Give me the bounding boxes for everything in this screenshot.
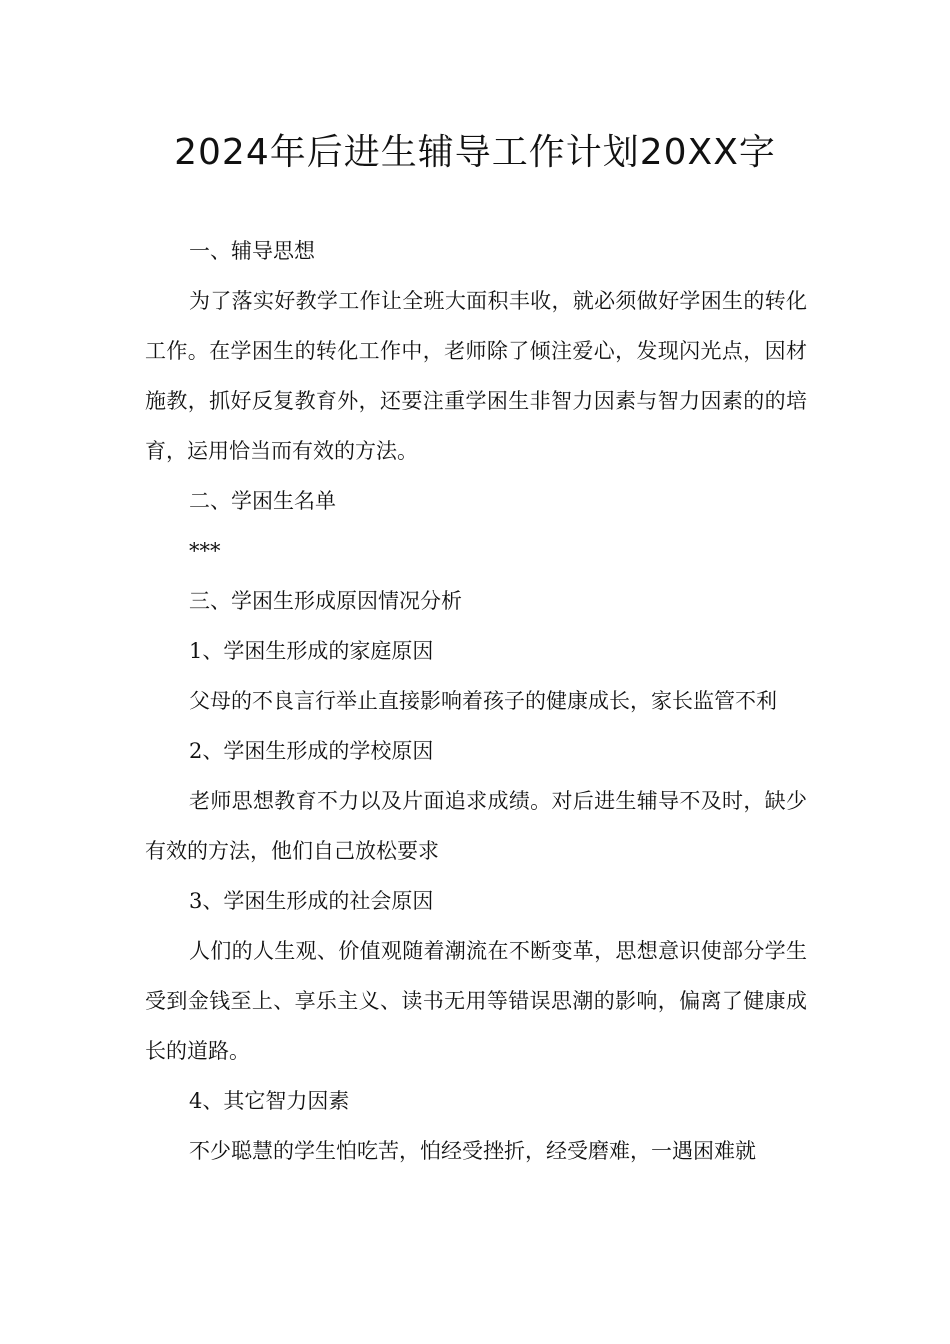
- heading-cause-analysis: 三、学困生形成原因情况分析: [189, 589, 462, 613]
- heading-guidance-idea: 一、辅导思想: [189, 239, 315, 263]
- student-list-placeholder: ***: [189, 539, 221, 563]
- document-body: [145, 226, 807, 1176]
- heading-student-list: 二、学困生名单: [189, 489, 336, 513]
- paragraph-school-cause: 老师思想教育不力以及片面追求成绩。对后进生辅导不及时，缺少有效的方法，他们自己放松要求: [145, 789, 807, 863]
- subheading-family-cause: 1、学困生形成的家庭原因: [189, 639, 434, 663]
- paragraph-social-cause: 人们的人生观、价值观随着潮流在不断变革，思想意识使部分学生受到金钱至上、享乐主义、读书无用等错误思潮的影响，偏离了健康成长的道路。: [145, 939, 807, 1063]
- subheading-other-factors: 4、其它智力因素: [189, 1089, 350, 1113]
- paragraph-guidance-idea: 为了落实好教学工作让全班大面积丰收，就必须做好学困生的转化工作。在学困生的转化工作中，老师除了倾注爱心，发现闪光点，因材施教，抓好反复教育外，还要注重学困生非智力因素与智力因素的的培育，运用恰当而有效的方法。: [145, 289, 807, 463]
- subheading-school-cause: 2、学困生形成的学校原因: [189, 739, 434, 763]
- paragraph-family-cause: 父母的不良言行举止直接影响着孩子的健康成长，家长监管不利: [189, 689, 777, 713]
- document-title: 2024年后进生辅导工作计划20XX字: [174, 132, 776, 173]
- paragraph-other-factors: 不少聪慧的学生怕吃苦，怕经受挫折，经受磨难，一遇困难就: [189, 1139, 756, 1163]
- subheading-social-cause: 3、学困生形成的社会原因: [189, 889, 434, 913]
